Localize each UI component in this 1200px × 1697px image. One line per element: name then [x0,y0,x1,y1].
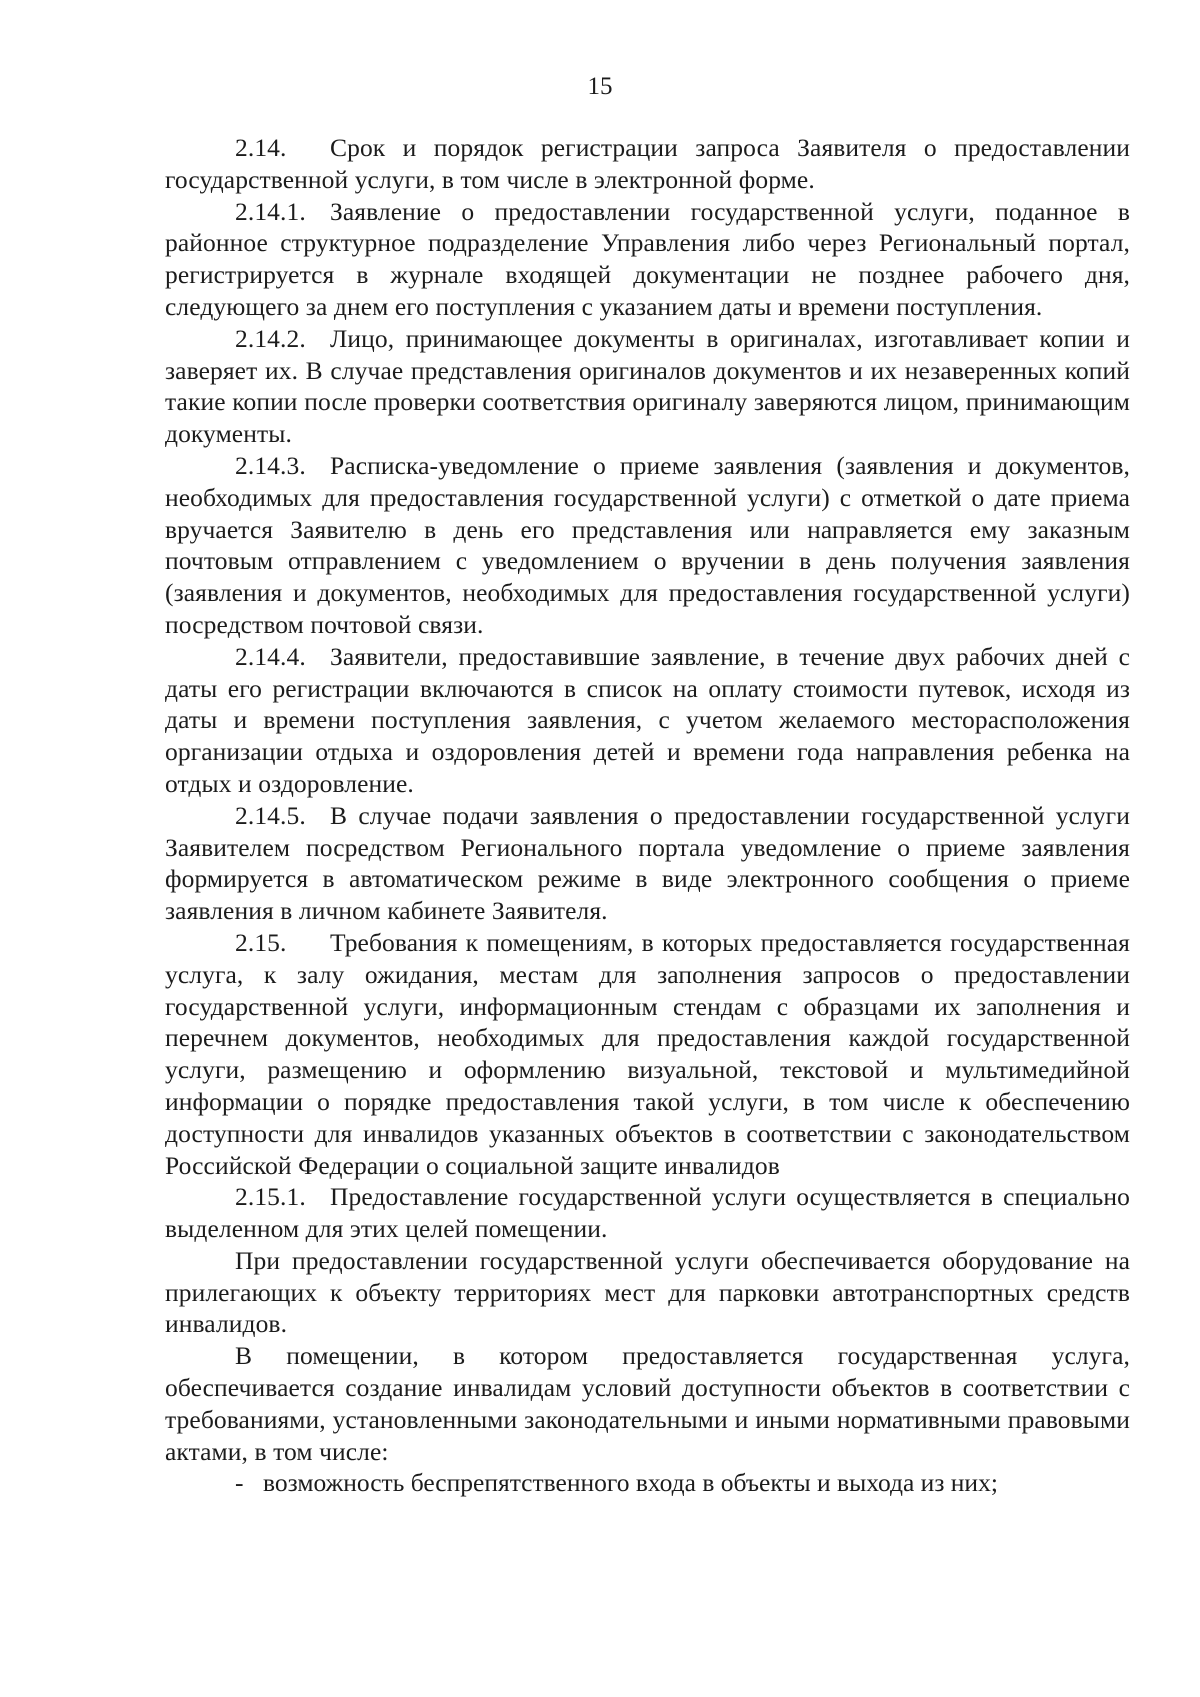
paragraph-2-14-4 [165,641,1130,800]
paragraph-text: Лицо, принимающее документы в оригиналах, изготавливает копии и заверяет их. В случае представления оригиналов документов и их незаверенных копий такие копии после проверки соответствия оригиналу заверяются лицом, принимающим документы. [165,323,1130,449]
paragraph-2-15-1 [165,1181,1130,1245]
paragraph-2-14-1 [165,196,1130,323]
paragraph-text: В помещении, в котором предоставляется государственная услуга, обеспечивается создание инвалидам условий доступности объектов в соответствии с требованиями, установленными законодательными и иными нормативными правовыми актами, в том числе: [165,1341,1130,1466]
paragraph-parking [165,1245,1130,1340]
paragraph-text: Срок и порядок регистрации запроса Заявителя о предоставлении государственной услуги, в том числе в электронной форме. [165,133,1130,194]
clause-number: 2.15.1. [235,1182,306,1212]
list-item [165,1467,1130,1499]
clause-number: 2.14.3. [235,450,306,480]
paragraph-text: Заявители, предоставившие заявление, в течение двух рабочих дней с даты его регистрации включаются в список на оплату стоимости путевок, исходя из даты и времени поступления заявления, с учетом желаемого месторасположения организации отдыха и оздоровления детей и времени года направления ребенка на отдых и оздоровление. [165,641,1130,798]
clause-number: 2.14. [235,133,287,162]
paragraph-text: Требования к помещениям, в которых предоставляется государственная услуга, к залу ожидания, местам для заполнения запросов о предоставлении государственной услуги, информационным стендам с образцами их заполнения и перечнем документов, необходимых для предоставления каждой государственной услуги, размещению и оформлению визуальной, текстовой и мультимедийной информации о порядке предоставления такой услуги, в том числе к обеспечению доступности для инвалидов указанных объектов в соответствии с законодательством Российской Федерации о социальной защите инвалидов [165,927,1130,1180]
paragraph-2-15 [165,927,1130,1181]
paragraph-accessibility [165,1340,1130,1467]
document-body [165,132,1130,1499]
clause-number: 2.15. [235,927,287,957]
list-item-text: возможность беспрепятственного входа в объекты и выхода из них; [263,1468,998,1498]
paragraph-text: Предоставление государственной услуги осуществляется в специально выделенном для этих целей помещении. [165,1182,1130,1244]
clause-number: 2.14.5. [235,800,306,830]
paragraph-2-14 [165,132,1130,196]
clause-number: 2.14.4. [235,641,306,671]
clause-number: 2.14.1. [235,196,306,226]
paragraph-text: В случае подачи заявления о предоставлении государственной услуги Заявителем посредством Регионального портала уведомление о приеме заявления формируется в автоматическом режиме в виде электронного сообщения о приеме заявления в личном кабинете Заявителя. [165,800,1130,926]
paragraph-2-14-3 [165,450,1130,641]
paragraph-2-14-2 [165,323,1130,450]
list-dash: - [235,1468,244,1498]
page-number: 15 [587,73,613,100]
paragraph-text: Расписка-уведомление о приеме заявления (заявления и документов, необходимых для предоставления государственной услуги) с отметкой о дате приема вручается Заявителю в день его представления или направляется ему заказным почтовым отправлением с уведомлением о вручении в день получения заявления (заявления и документов, необходимых для предоставления государственной услуги) посредством почтовой связи. [165,450,1130,639]
paragraph-2-14-5 [165,800,1130,927]
paragraph-text: Заявление о предоставлении государственной услуги, поданное в районное структурное подразделение Управления либо через Региональный портал, регистрируется в журнале входящей документации не позднее рабочего дня, следующего за днем его поступления с указанием даты и времени поступления. [165,196,1130,321]
paragraph-text: При предоставлении государственной услуги обеспечивается оборудование на прилегающих к объекту территориях мест для парковки автотранспортных средств инвалидов. [165,1245,1130,1339]
clause-number: 2.14.2. [235,323,306,353]
